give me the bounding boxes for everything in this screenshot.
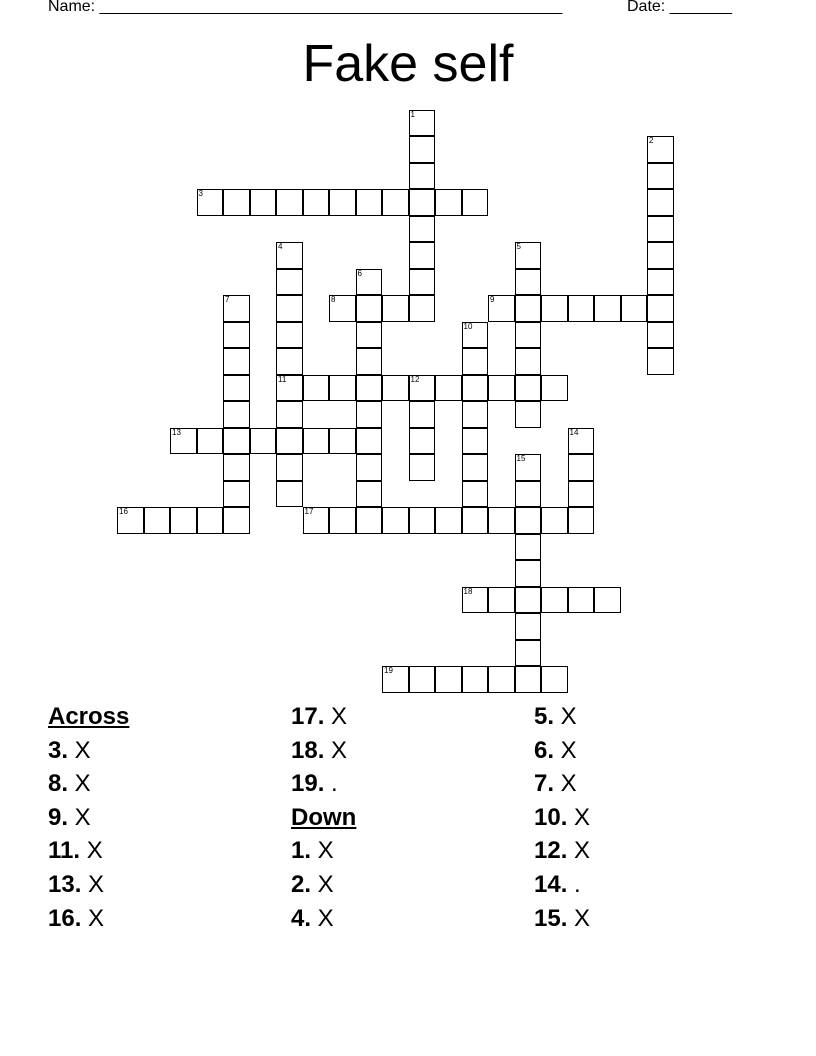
clue-number: 15: [516, 454, 526, 463]
clue-number: 19: [384, 666, 393, 675]
grid-cell[interactable]: [515, 242, 542, 269]
grid-cell[interactable]: [144, 507, 171, 534]
clue-item-number: 18.: [291, 736, 325, 764]
grid-cell[interactable]: [329, 428, 356, 455]
clue-number: 13: [172, 427, 181, 437]
clue-item-text: X: [311, 870, 334, 898]
grid-cell[interactable]: [223, 428, 250, 455]
clue-item-text: .: [324, 770, 338, 798]
grid-cell[interactable]: [647, 216, 674, 243]
clue-item: [534, 767, 774, 801]
clue-item-text: X: [80, 837, 103, 865]
grid-cell[interactable]: [515, 481, 542, 508]
grid-cell[interactable]: [647, 163, 674, 190]
grid-cell[interactable]: [276, 269, 303, 296]
clue-item: [534, 801, 774, 835]
grid-cell[interactable]: [409, 295, 436, 322]
clue-item-number: 19.: [291, 770, 325, 798]
grid-cell[interactable]: [170, 507, 197, 534]
grid-cell[interactable]: [462, 428, 489, 455]
clue-number: 16: [119, 507, 128, 516]
grid-cell[interactable]: [276, 295, 303, 322]
clue-number: 8: [331, 295, 336, 304]
grid-cell[interactable]: [541, 375, 568, 402]
grid-cell[interactable]: [356, 481, 383, 508]
grid-cell[interactable]: [515, 454, 542, 481]
clue-column-1: [48, 700, 288, 935]
clue-item: [48, 801, 288, 835]
grid-cell[interactable]: [276, 401, 303, 428]
grid-cell[interactable]: [276, 375, 303, 402]
grid-cell[interactable]: [276, 322, 303, 349]
grid-cell[interactable]: [409, 269, 436, 296]
grid-cell[interactable]: [250, 189, 277, 216]
clue-item: [291, 767, 531, 801]
grid-cell[interactable]: [515, 640, 542, 667]
clue-item-number: 9.: [48, 803, 69, 831]
grid-cell[interactable]: [356, 428, 383, 455]
grid-cell[interactable]: [462, 322, 489, 349]
grid-cell[interactable]: [329, 375, 356, 402]
section-heading: Down: [291, 803, 357, 831]
grid-cell[interactable]: [462, 666, 489, 693]
grid-cell[interactable]: [382, 295, 409, 322]
clue-item-number: 2.: [291, 870, 312, 898]
grid-cell[interactable]: [197, 507, 224, 534]
clue-item-number: 10.: [534, 803, 568, 831]
grid-cell[interactable]: [276, 242, 303, 269]
clue-item-text: X: [554, 770, 577, 798]
clue-item: [534, 902, 774, 936]
grid-cell[interactable]: [329, 189, 356, 216]
grid-cell[interactable]: [647, 322, 674, 349]
grid-cell[interactable]: [435, 507, 462, 534]
grid-cell[interactable]: [462, 375, 489, 402]
grid-cell[interactable]: [462, 481, 489, 508]
clue-item: [48, 734, 288, 768]
clue-item: [48, 834, 288, 868]
grid-cell[interactable]: [409, 163, 436, 190]
clue-item-text: X: [311, 904, 334, 932]
grid-cell[interactable]: [594, 295, 621, 322]
clue-item-number: 6.: [534, 736, 555, 764]
grid-cell[interactable]: [647, 269, 674, 296]
grid-cell[interactable]: [568, 295, 595, 322]
grid-cell[interactable]: [515, 375, 542, 402]
grid-cell[interactable]: [488, 295, 515, 322]
clue-item-text: X: [324, 703, 348, 730]
grid-cell[interactable]: [409, 216, 436, 243]
clue-item: [534, 868, 774, 902]
grid-cell[interactable]: [515, 666, 542, 693]
grid-cell[interactable]: [409, 428, 436, 455]
grid-cell[interactable]: [488, 375, 515, 402]
clue-item: [534, 700, 774, 734]
grid-cell[interactable]: [568, 481, 595, 508]
grid-cell[interactable]: [515, 269, 542, 296]
grid-cell[interactable]: [409, 507, 436, 534]
clue-item-number: 12.: [534, 837, 568, 865]
grid-cell[interactable]: [356, 269, 383, 296]
grid-cell[interactable]: [409, 136, 436, 163]
clue-item: [291, 834, 531, 868]
clue-item-number: 3.: [48, 736, 69, 764]
grid-cell[interactable]: [170, 428, 197, 455]
grid-cell[interactable]: [568, 507, 595, 534]
clue-number: 5: [516, 242, 521, 251]
grid-cell[interactable]: [647, 295, 674, 322]
grid-cell[interactable]: [276, 481, 303, 508]
grid-cell[interactable]: [223, 401, 250, 428]
grid-cell[interactable]: [621, 295, 648, 322]
grid-cell[interactable]: [594, 587, 621, 614]
clue-column-3: [534, 700, 774, 935]
grid-cell[interactable]: [356, 348, 383, 375]
clue-item-text: X: [567, 837, 591, 865]
grid-cell[interactable]: [647, 136, 674, 163]
grid-cell[interactable]: [435, 375, 462, 402]
puzzle-title: Fake self: [302, 35, 514, 93]
grid-cell[interactable]: [223, 507, 250, 534]
grid-cell[interactable]: [409, 401, 436, 428]
clue-item-number: 5.: [534, 703, 555, 730]
clue-item-text: .: [567, 870, 581, 898]
clue-number: 11: [278, 374, 287, 384]
grid-cell[interactable]: [276, 348, 303, 375]
clue-item-number: 1.: [291, 837, 312, 865]
grid-cell[interactable]: [541, 295, 568, 322]
grid-cell[interactable]: [197, 428, 224, 455]
clue-number: 14: [569, 427, 579, 437]
grid-cell[interactable]: [329, 507, 356, 534]
clue-item-number: 16.: [48, 904, 82, 932]
grid-cell[interactable]: [409, 375, 436, 402]
clue-item: [48, 767, 288, 801]
grid-cell[interactable]: [356, 322, 383, 349]
clue-item-text: X: [324, 736, 348, 764]
clue-number: 9: [490, 295, 495, 304]
grid-cell[interactable]: [462, 401, 489, 428]
grid-cell[interactable]: [462, 507, 489, 534]
clue-item-text: X: [81, 870, 105, 898]
grid-cell[interactable]: [276, 454, 303, 481]
grid-cell[interactable]: [515, 560, 542, 587]
date-label: Date: _______: [627, 0, 732, 15]
clue-number: 7: [225, 295, 230, 304]
grid-cell[interactable]: [515, 401, 542, 428]
clue-number: 12: [410, 374, 420, 384]
grid-cell[interactable]: [329, 295, 356, 322]
grid-cell[interactable]: [223, 481, 250, 508]
grid-cell[interactable]: [462, 348, 489, 375]
grid-cell[interactable]: [303, 189, 330, 216]
clue-item-number: 11.: [48, 837, 81, 865]
clue-number: 6: [357, 268, 362, 278]
grid-cell[interactable]: [250, 428, 277, 455]
clue-item-text: X: [567, 803, 591, 831]
grid-cell[interactable]: [647, 242, 674, 269]
grid-cell[interactable]: [541, 587, 568, 614]
grid-cell[interactable]: [276, 189, 303, 216]
grid-cell[interactable]: [462, 454, 489, 481]
grid-cell[interactable]: [488, 587, 515, 614]
grid-cell[interactable]: [197, 189, 224, 216]
clue-number: 1: [410, 109, 415, 119]
grid-cell[interactable]: [117, 507, 144, 534]
grid-cell[interactable]: [223, 454, 250, 481]
clue-item-text: X: [567, 904, 591, 932]
clue-item-number: 7.: [534, 770, 555, 798]
grid-cell[interactable]: [568, 587, 595, 614]
clue-number: 10: [463, 321, 473, 331]
clue-item-text: X: [68, 736, 91, 764]
grid-cell[interactable]: [515, 587, 542, 614]
grid-cell[interactable]: [409, 189, 436, 216]
clue-item-number: 14.: [534, 870, 568, 898]
grid-cell[interactable]: [276, 428, 303, 455]
grid-cell[interactable]: [435, 666, 462, 693]
grid-cell[interactable]: [515, 322, 542, 349]
clue-item-number: 13.: [48, 870, 82, 898]
grid-cell[interactable]: [647, 348, 674, 375]
grid-cell[interactable]: [223, 295, 250, 322]
clue-item: [291, 700, 531, 734]
grid-cell[interactable]: [435, 189, 462, 216]
grid-cell[interactable]: [568, 428, 595, 455]
clue-item-text: X: [554, 703, 577, 730]
grid-cell[interactable]: [382, 375, 409, 402]
grid-cell[interactable]: [303, 428, 330, 455]
clue-number: 2: [649, 136, 654, 145]
grid-cell[interactable]: [303, 375, 330, 402]
grid-cell[interactable]: [568, 454, 595, 481]
clue-item-text: X: [68, 803, 91, 831]
clue-item-text: X: [311, 837, 334, 865]
clue-item: [48, 902, 288, 936]
clue-item: [48, 868, 288, 902]
grid-cell[interactable]: [382, 507, 409, 534]
clue-number: 4: [278, 242, 283, 251]
grid-cell[interactable]: [356, 401, 383, 428]
clue-column-2: [291, 700, 531, 935]
grid-cell[interactable]: [409, 666, 436, 693]
clue-item-text: X: [554, 736, 577, 764]
grid-cell[interactable]: [356, 507, 383, 534]
grid-cell[interactable]: [223, 189, 250, 216]
clue-number: 3: [198, 189, 203, 198]
grid-cell[interactable]: [356, 454, 383, 481]
clue-item: [534, 734, 774, 768]
grid-cell[interactable]: [382, 666, 409, 693]
grid-cell[interactable]: [515, 295, 542, 322]
grid-cell[interactable]: [223, 375, 250, 402]
grid-cell[interactable]: [303, 507, 330, 534]
clue-item-number: 17.: [291, 703, 325, 730]
grid-cell[interactable]: [541, 666, 568, 693]
clue-item-text: X: [81, 904, 105, 932]
grid-cell[interactable]: [409, 110, 436, 137]
grid-cell[interactable]: [356, 295, 383, 322]
grid-cell[interactable]: [223, 348, 250, 375]
clue-item: [291, 734, 531, 768]
clue-item: [291, 868, 531, 902]
grid-cell[interactable]: [488, 666, 515, 693]
grid-cell[interactable]: [223, 322, 250, 349]
grid-cell[interactable]: [647, 189, 674, 216]
clue-item-number: 15.: [534, 904, 568, 932]
grid-cell[interactable]: [356, 375, 383, 402]
clue-item: [291, 902, 531, 936]
section-heading: Across: [48, 703, 130, 730]
grid-cell[interactable]: [409, 454, 436, 481]
grid-cell[interactable]: [515, 507, 542, 534]
clue-number: 18: [463, 586, 473, 596]
grid-cell[interactable]: [409, 242, 436, 269]
clue-item-number: 4.: [291, 904, 312, 932]
clue-number: 17: [304, 507, 314, 516]
grid-cell[interactable]: [462, 587, 489, 614]
grid-cell[interactable]: [382, 189, 409, 216]
grid-cell[interactable]: [356, 189, 383, 216]
grid-cell[interactable]: [488, 507, 515, 534]
grid-cell[interactable]: [515, 348, 542, 375]
grid-cell[interactable]: [462, 189, 489, 216]
name-label: Name: ____________________________________________________: [48, 0, 563, 15]
clue-item-text: X: [68, 770, 91, 798]
grid-cell[interactable]: [541, 507, 568, 534]
grid-cell[interactable]: [515, 613, 542, 640]
clue-item-number: 8.: [48, 770, 69, 798]
clue-item: [534, 834, 774, 868]
grid-cell[interactable]: [515, 534, 542, 561]
